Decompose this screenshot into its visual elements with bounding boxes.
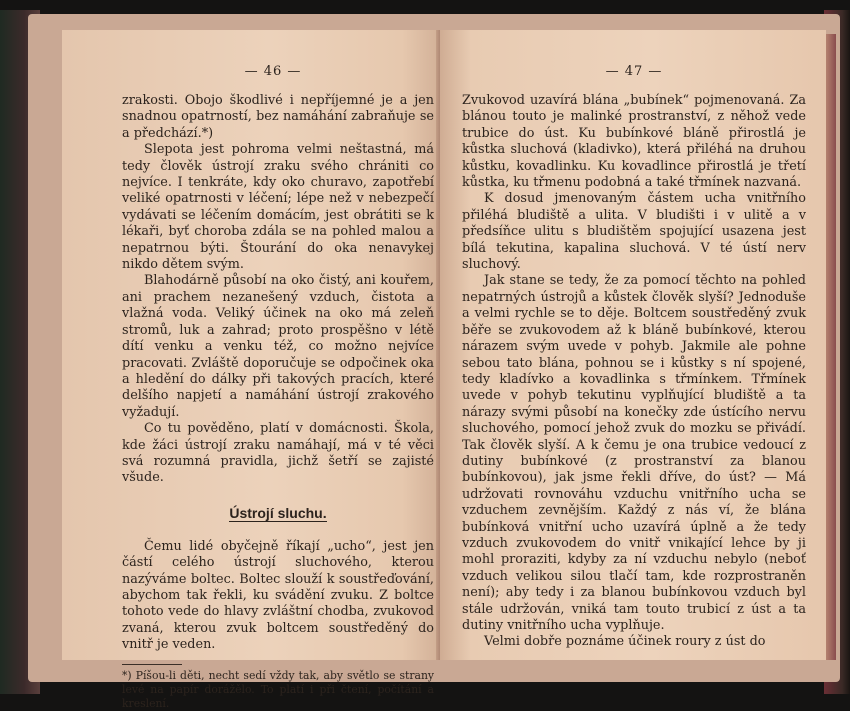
paragraph: Slepota jest pohroma velmi neštastná, má tedy člověk ústrojí zraku svého chrániti co nejvíce. I tenkráte, kdy oko churavo, zapotřebí veliké opatrnosti v léčení; lépe než v nebezpečí vydávati se léčením domácím, jest obrátiti se k lékaři, byť choroba zdála se na pohled malou a nepatrnou býti. Štourání do oka nenavykej nikdo dětem svým. — [122, 142, 434, 273]
page-number-47: — 47 — — [605, 64, 663, 79]
footnote: *) Píšou-li děti, necht sedí vždy tak, aby světlo se strany levé na papír dorážělo. To platí i při čtení, počítání a kreslení. — [122, 668, 434, 710]
paragraph: Jak stane se tedy, že za pomocí těchto na pohled nepatrných ústrojů a kůstek člověk slyší? Jednoduše a velmi rychle se to děje. Boltcem soustředěný zvuk běře se zvukovodem až k bláně bubínkové, kterou nárazem svým uvede v pohyb. Jakmile ale pohne sebou tato blána, pohnou se i kůstky s ní spojené, tedy kladívko a kovadlinka s třmínkem. Třmínek uvede v pohyb tekutinu vyplňující bludiště a ta nárazy svými působí na konečky zde ústícího nervu sluchového, pomocí jehož zvuk do mozku se přivádí. Tak člověk slyší. A k čemu je ona trubice vedoucí z dutiny bubínkové (z prostranství za blanou bubínkovou), jak jsme řekli dříve, do úst? — Má udržovati rovnováhu vzduchu vnitřního ucha se vzduchem zevnějším. Každý z nás ví, že blána bubínková vnitřní ucho uzavírá úplně a že tedy vzduch zvukovodem do vnitř vnikající lehce by ji mohl proraziti, kdyby za ní vzduchu nebylo (neboť vzduch velikou silou tlačí tam, kde rozprostraněn není); aby tedy i za blanou bubínkovou vzduch byl stále udržován, vniká tam touto trubicí z úst a ta dutiny vnitřního ucha vyplňuje. — [462, 273, 806, 633]
paragraph: Čemu lidé obyčejně říkají „ucho“, jest jen částí celého ústrojí sluchového, kterou nazýváme boltec. Boltec slouží k soustřeďování, abychom tak řekli, ku svádění zvuku. Z boltce tohoto vede do hlavy zvláštní chodba, zvukovod zvaná, kterou zvuk boltcem soustředěný do vnitř je veden. — [122, 538, 434, 653]
right-page — [440, 30, 826, 660]
section-title-text: Ústrojí sluchu. — [229, 504, 327, 521]
right-page-text — [462, 93, 806, 651]
page-edge — [826, 34, 836, 660]
paragraph: Velmi dobře poznáme účinek roury z úst do — [484, 634, 766, 650]
left-page-text — [122, 93, 434, 711]
paragraph: Co tu pověděno, platí v domácnosti. Škola, kde žáci ústrojí zraku namáhají, má v té věci svá rozumná pravidla, jichž šetří se zajisté všude. — [122, 421, 434, 486]
footnote-divider — [122, 664, 182, 665]
section-title — [122, 505, 434, 521]
paragraph: K dosud jmenovaným částem ucha vnitřního přiléhá bludiště a ulita. V bludišti i v ulitě a v předsíňce ulitu s bludištěm spojující usazena jest bílá tekutina, kapalina sluchová. V té ústí nerv sluchový. — [462, 191, 806, 273]
paragraph: Blahodárně působí na oko čistý, ani kouřem, ani prachem nezanešený vzduch, čistota a vlažná voda. Veliký účinek na oko má zeleň stromů, luk a zahrad; proto prospěšno v létě dítí venku a venku též, co možno nejvíce pracovati. Zvláště doporučuje se odpočinek oka a hledění do dálky při takových pracích, které delšího napjetí a namáhání ústrojí zrakového vyžadují. — [122, 273, 434, 420]
page-number-46: — 46 — — [244, 64, 302, 79]
paragraph: Zvukovod uzavírá blána „bubínek“ pojmenovaná. Za blánou touto je malinké prostranství, z něhož vede trubice do úst. Ku bubínkové bláně přirostlá je kůstka sluchová (kladivko), která přiléhá na druhou kůstku, kovadlinku. Ku kovadlince přirostlá je třetí kůstka, ku třmenu podobná a také třmínek nazvaná. — [462, 93, 806, 191]
left-page — [62, 30, 440, 710]
paragraph: zrakosti. Obojo škodlivé i nepříjemné je a jen snadnou opatrností, bez namáhání zabraňuje se a předchází.*) — [122, 93, 434, 141]
